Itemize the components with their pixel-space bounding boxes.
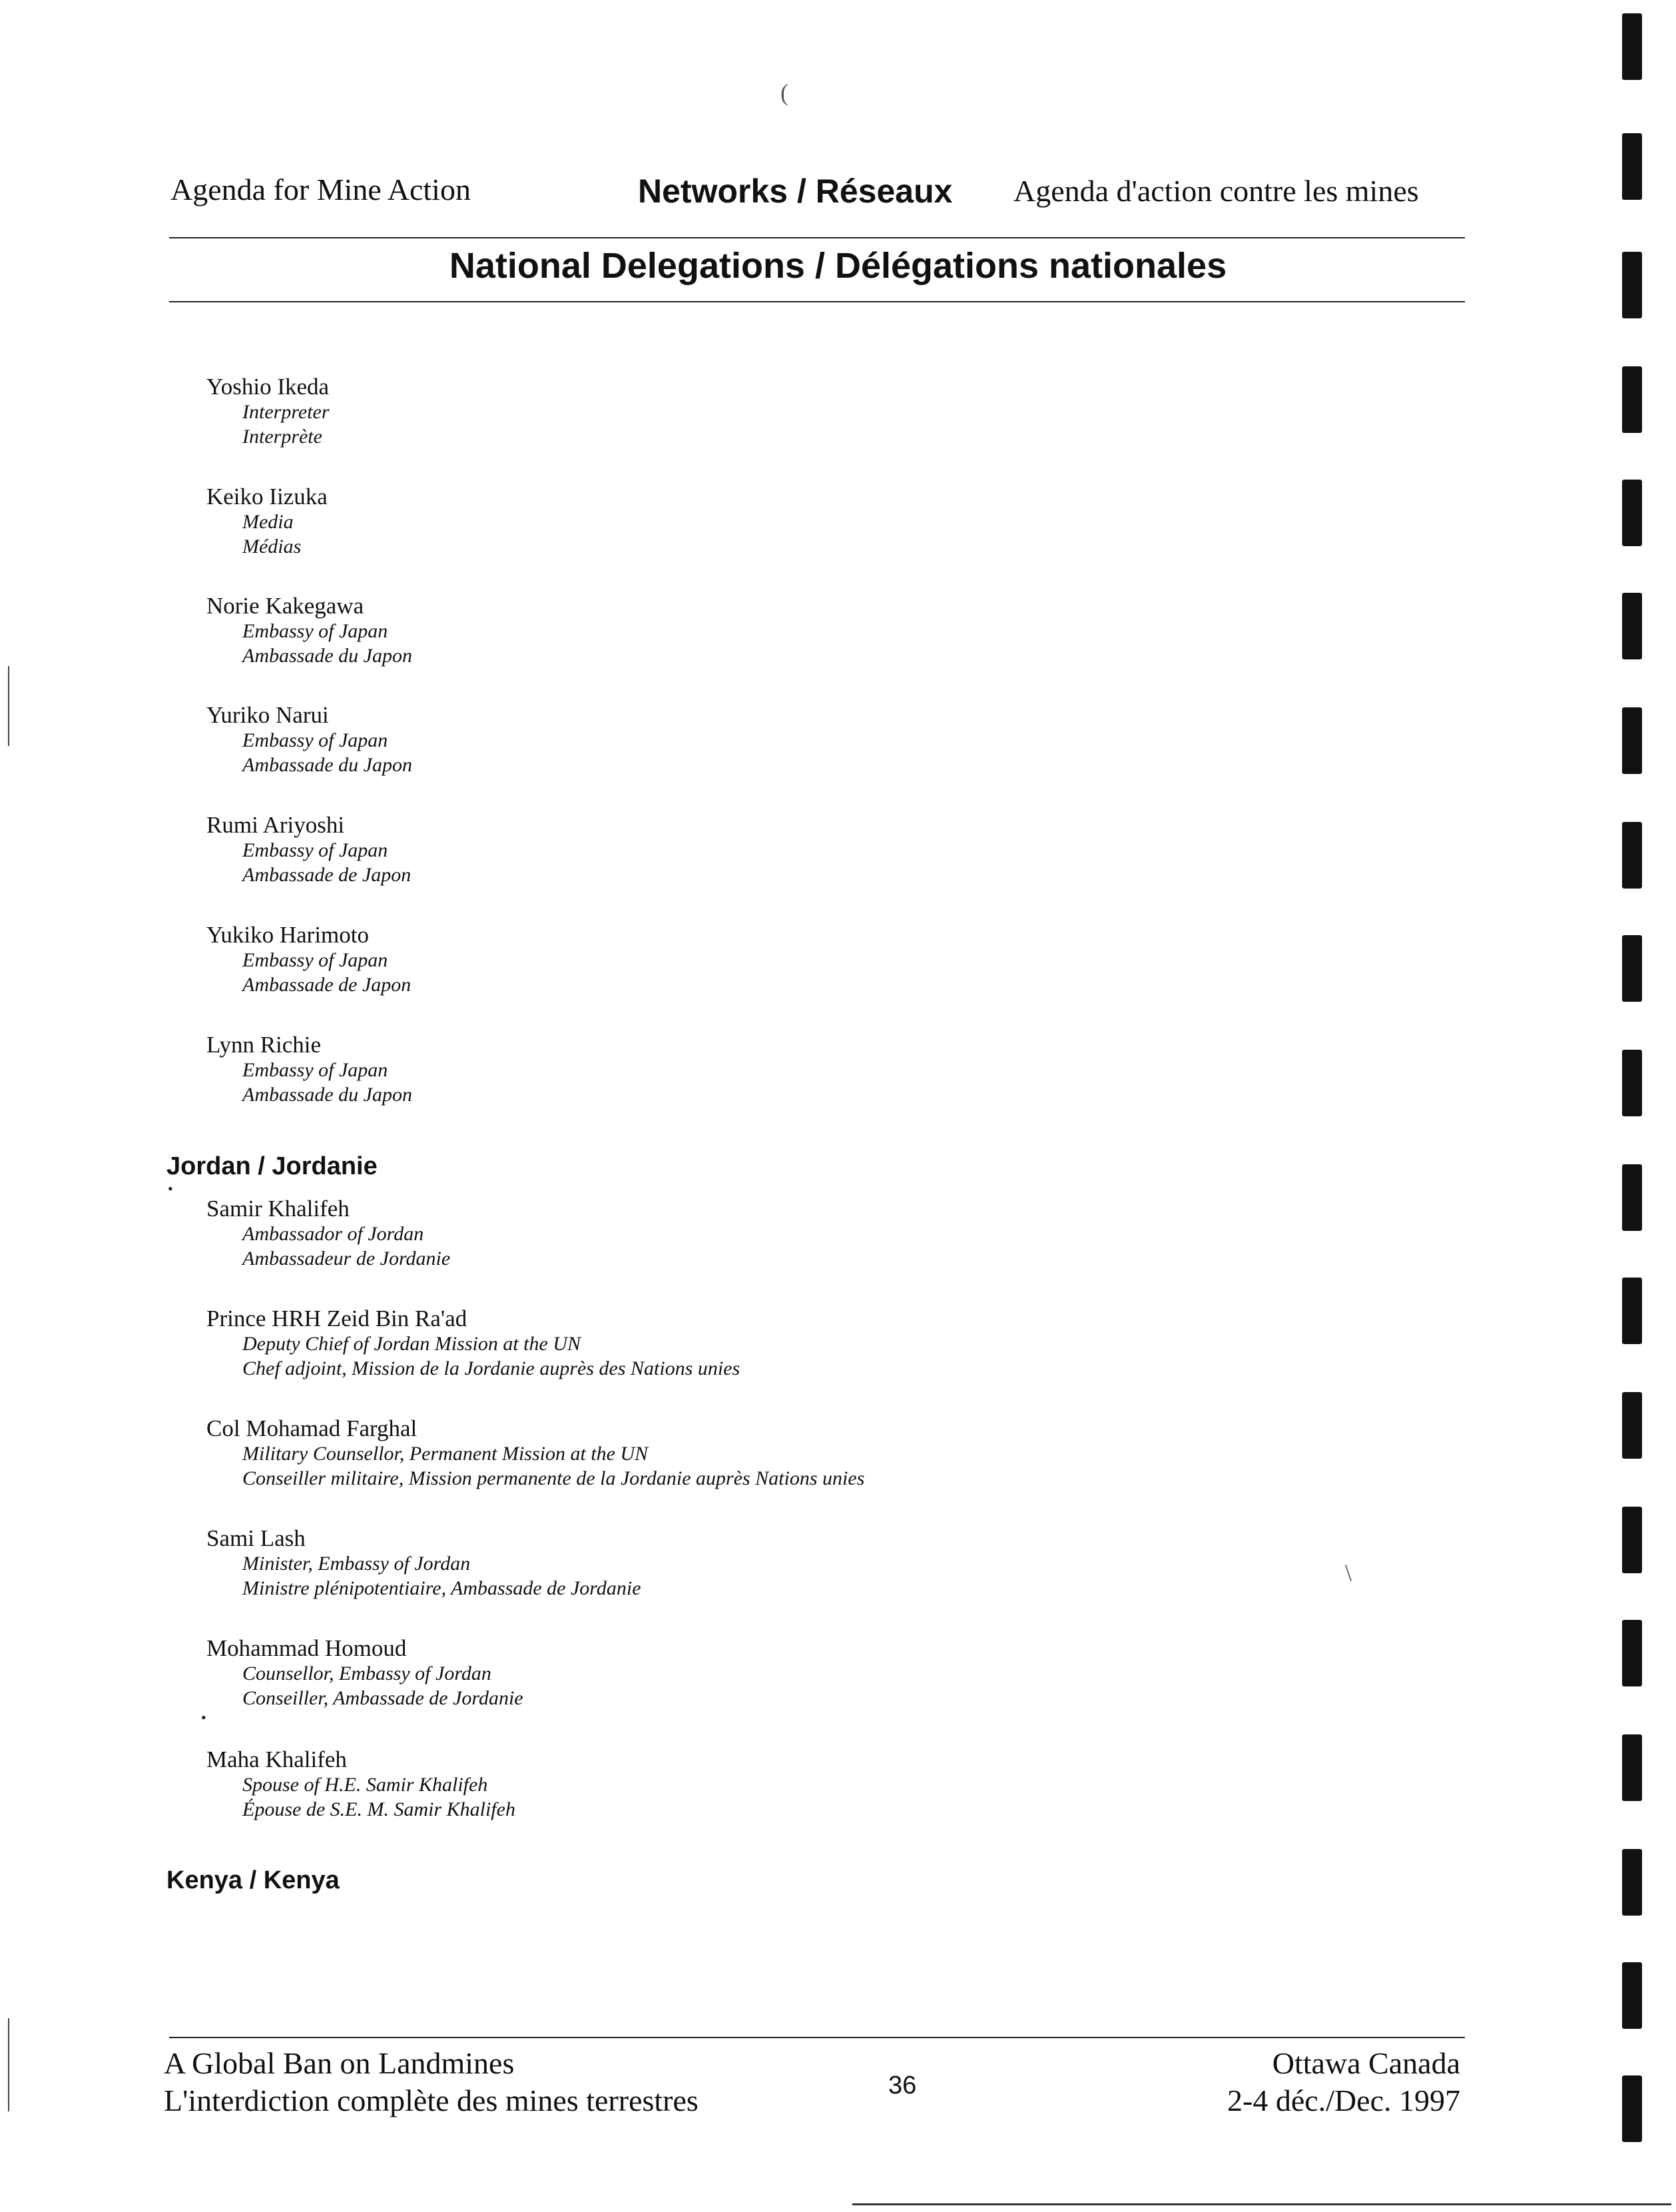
binding-mark: [1622, 1962, 1642, 2029]
delegate-role-fr: Conseiller militaire, Mission permanente de la Jordanie auprès Nations unies: [242, 1467, 865, 1489]
delegate-name: Yoshio Ikeda: [206, 374, 330, 400]
binding-mark: [1622, 366, 1642, 433]
delegate-role-en: Interpreter: [242, 401, 330, 423]
delegate-role-en: Embassy of Japan: [242, 729, 388, 751]
delegate-entry: [206, 484, 328, 559]
delegate-name: Lynn Richie: [206, 1032, 322, 1058]
header-left-title: Agenda for Mine Action: [170, 173, 471, 206]
country-heading-jordan: Jordan / Jordanie: [166, 1152, 378, 1180]
binding-mark: [1622, 2075, 1642, 2142]
delegate-entry: [206, 1636, 523, 1710]
binding-mark: [1622, 1507, 1642, 1573]
delegate-entry: [206, 1032, 412, 1107]
delegate-name: Rumi Ariyoshi: [206, 812, 345, 838]
footer-right-line1: Ottawa Canada: [1272, 2046, 1460, 2080]
delegate-role-en: Ambassador of Jordan: [242, 1223, 424, 1245]
delegate-role-fr: Ambassade du Japon: [242, 1084, 412, 1106]
binding-mark: [1622, 1164, 1642, 1231]
binding-mark: [1622, 1050, 1642, 1116]
binding-mark: [1622, 1734, 1642, 1801]
delegate-role-fr: Ambassadeur de Jordanie: [242, 1248, 451, 1270]
delegate-role-fr: Conseiller, Ambassade de Jordanie: [242, 1687, 523, 1709]
delegate-entry: [206, 1306, 740, 1381]
delegate-entry: [206, 593, 412, 668]
delegate-role-en: Embassy of Japan: [242, 839, 388, 861]
footer-left: [164, 2045, 698, 2119]
binding-mark: [1622, 593, 1642, 659]
header-rule-top: [169, 237, 1465, 238]
delegate-entry: [206, 374, 330, 449]
footer-right-line2: 2-4 déc./Dec. 1997: [1227, 2083, 1460, 2117]
header-right-title: Agenda d'action contre les mines: [1013, 174, 1419, 208]
delegate-entry: [206, 813, 411, 887]
header-center-title: Networks / Réseaux: [638, 173, 953, 210]
delegate-role-en: Media: [242, 511, 294, 533]
binding-mark: [1622, 1849, 1642, 1916]
delegate-role-en: Embassy of Japan: [242, 1059, 388, 1081]
country-heading-kenya: Kenya / Kenya: [166, 1866, 340, 1894]
delegate-name: Norie Kakegawa: [206, 593, 364, 619]
delegate-role-fr: Médias: [242, 536, 302, 557]
delegate-name: Col Mohamad Farghal: [206, 1415, 418, 1441]
scan-speck: (: [780, 79, 788, 106]
delegate-name: Prince HRH Zeid Bin Ra'ad: [206, 1305, 467, 1331]
section-title: National Delegations / Délégations nationales: [449, 246, 1227, 286]
scan-edge-line: [8, 666, 9, 746]
delegate-entry: [206, 1416, 864, 1491]
scan-speck: •: [201, 1709, 206, 1726]
delegate-name: Samir Khalifeh: [206, 1196, 350, 1222]
binding-mark: [1622, 13, 1642, 80]
binding-mark: [1622, 252, 1642, 318]
delegate-entry: [206, 1526, 641, 1601]
delegate-role-en: Military Counsellor, Permanent Mission at the UN: [242, 1443, 649, 1465]
binding-mark: [1622, 935, 1642, 1002]
delegate-role-fr: Interprète: [242, 426, 322, 448]
delegate-role-en: Embassy of Japan: [242, 620, 388, 642]
delegate-role-en: Spouse of H.E. Samir Khalifeh: [242, 1774, 488, 1796]
delegate-name: Mohammad Homoud: [206, 1635, 407, 1661]
scan-bottom-line: [852, 2203, 1671, 2205]
binding-mark: [1622, 707, 1642, 774]
delegate-role-fr: Ministre plénipotentiaire, Ambassade de Jordanie: [242, 1577, 641, 1599]
binding-mark: [1622, 1620, 1642, 1686]
delegate-name: Yuriko Narui: [206, 702, 329, 728]
binding-mark: [1622, 133, 1642, 200]
footer-right: [1227, 2045, 1460, 2119]
delegate-entry: [206, 1747, 515, 1822]
scan-edge-line: [8, 2018, 9, 2111]
delegate-role-fr: Ambassade du Japon: [242, 645, 412, 667]
footer-left-line1: A Global Ban on Landmines: [164, 2046, 515, 2080]
scan-speck: •: [168, 1180, 173, 1197]
header-rule-bottom: [169, 301, 1465, 302]
delegate-role-fr: Ambassade de Japon: [242, 974, 412, 996]
delegate-entry: [206, 922, 411, 997]
delegate-role-fr: Ambassade de Japon: [242, 864, 412, 886]
delegate-role-fr: Épouse de S.E. M. Samir Khalifeh: [242, 1798, 515, 1820]
footer-rule: [169, 2037, 1465, 2038]
delegate-role-en: Embassy of Japan: [242, 949, 388, 971]
delegate-entry: [206, 1196, 450, 1271]
binding-mark: [1622, 822, 1642, 889]
scan-speck: \: [1345, 1559, 1352, 1586]
delegate-role-fr: Ambassade du Japon: [242, 754, 412, 776]
delegate-name: Yukiko Harimoto: [206, 922, 370, 948]
delegate-name: Keiko Iizuka: [206, 484, 328, 510]
delegate-entry: [206, 703, 412, 777]
binding-mark: [1622, 1392, 1642, 1459]
delegate-role-en: Counsellor, Embassy of Jordan: [242, 1662, 491, 1684]
footer-left-line2: L'interdiction complète des mines terrestres: [164, 2083, 698, 2117]
binding-mark: [1622, 1278, 1642, 1344]
delegate-role-en: Deputy Chief of Jordan Mission at the UN: [242, 1333, 581, 1355]
delegate-name: Sami Lash: [206, 1525, 306, 1551]
delegate-role-en: Minister, Embassy of Jordan: [242, 1553, 471, 1575]
delegate-name: Maha Khalifeh: [206, 1746, 347, 1772]
page-number: 36: [888, 2071, 917, 2099]
delegate-role-fr: Chef adjoint, Mission de la Jordanie auprès des Nations unies: [242, 1357, 740, 1379]
binding-mark: [1622, 480, 1642, 546]
